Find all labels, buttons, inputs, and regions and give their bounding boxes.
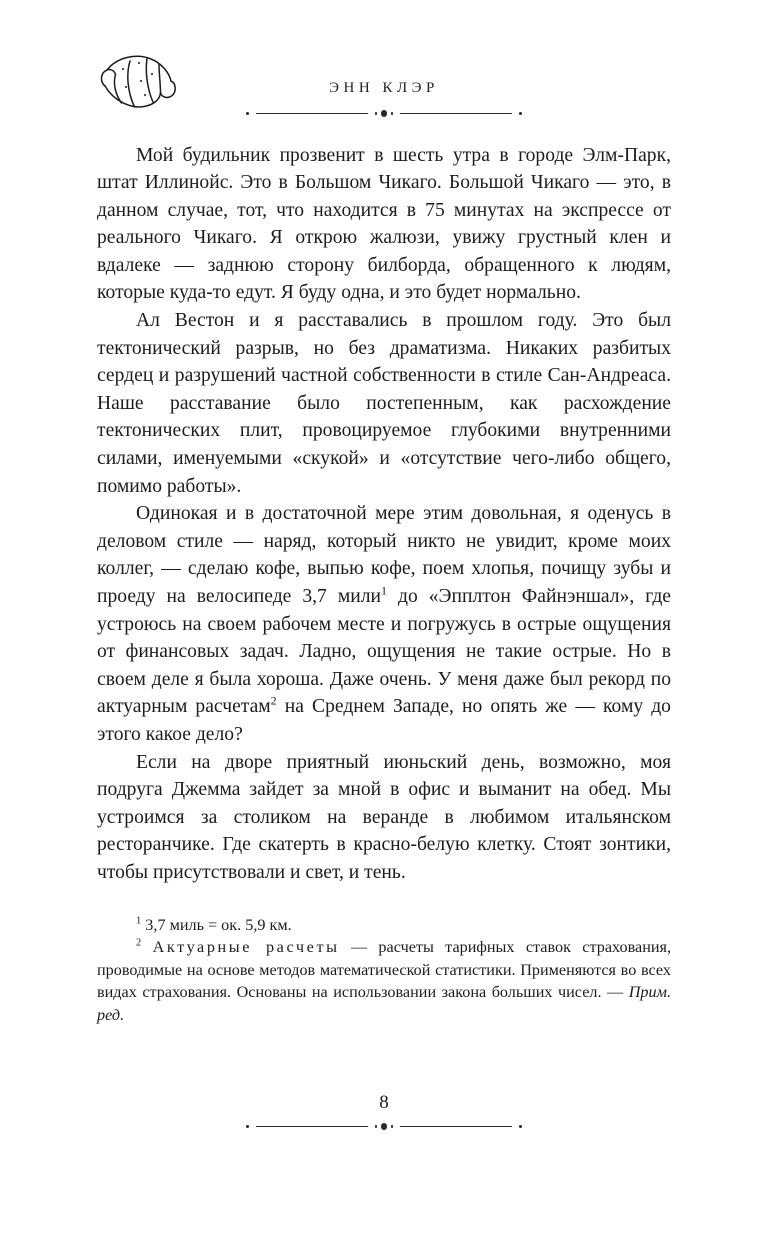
footnote-reference-2: 2 xyxy=(270,693,277,708)
divider-dot-icon xyxy=(246,112,249,115)
footnote-2-text: — расчеты тарифных ставок страхования, проводимые на основе методов математической статистики. Применяются во всех видах страхования. Основаны на использовании закона больших чисел. — xyxy=(97,938,672,1002)
divider-dot-icon xyxy=(519,112,522,115)
divider-center-ornament-icon xyxy=(375,110,394,117)
footnote-2 xyxy=(97,936,671,1026)
body-text xyxy=(97,142,671,887)
croissant-illustration-icon xyxy=(97,48,179,118)
page-number: 8 xyxy=(379,1092,389,1113)
footnote-1 xyxy=(97,914,671,937)
divider-line xyxy=(400,113,512,114)
divider-center-ornament-icon xyxy=(375,1123,394,1130)
page-header xyxy=(97,0,671,117)
paragraph-2: Ал Вестон и я расставались в прошлом году. Это был тектонический разрыв, но без драматизма. Никаких разбитых сердец и разрушений частной собственности в стиле Сан-Андреаса. Наше расставание было постепенным, как расхождение тектонических плит, провоцируемое глубокими внутренними силами, именуемыми «скукой» и «отсутствие чего-либо общего, помимо работы». xyxy=(97,310,671,497)
footnote-1-text: 3,7 миль = ок. 5,9 км. xyxy=(145,915,292,934)
footnote-1-marker: 1 xyxy=(136,915,142,927)
divider-line xyxy=(256,113,368,114)
footnote-2-marker: 2 xyxy=(136,937,142,949)
paragraph-3-text: на Среднем Западе, но опять же — кому до этого какое дело? xyxy=(97,696,671,745)
footer-divider-ornament xyxy=(0,1123,768,1130)
page-footer xyxy=(0,1092,768,1130)
running-head-author: ЭНН КЛЭР xyxy=(329,80,439,96)
paragraph-4: Если на дворе приятный июньский день, возможно, моя подруга Джемма зайдет за мной в офис и выманит на обед. Мы устроимся за столиком на веранде в любимом итальянском ресторанчике. Где скатерть в красно-белую клетку. Стоят зонтики, чтобы присутствовали и свет, и тень. xyxy=(97,751,671,883)
footnote-2-term: Актуарные расчеты xyxy=(152,938,340,957)
divider-dot-icon xyxy=(519,1125,522,1128)
divider-line xyxy=(256,1126,368,1127)
footnote-2-attribution: Прим. ред. xyxy=(97,983,671,1024)
paragraph-3 xyxy=(97,500,671,748)
paragraph-3-text: до «Эпплтон Файнэншал», где устроюсь на своем рабочем месте и погружусь в острые ощущения от финансовых задач. Ладно, ощущения не такие острые. Но в своем деле я была хороша. Даже очень. У меня даже был рекорд по актуарным расчетам xyxy=(97,586,671,718)
divider-dot-icon xyxy=(246,1125,249,1128)
header-divider-ornament xyxy=(97,110,671,117)
croissant-icon xyxy=(97,48,179,118)
footnotes-block xyxy=(97,914,671,1027)
divider-line xyxy=(400,1126,512,1127)
paragraph-3-text: Одинокая и в достаточной мере этим довольная, я оденусь в деловом стиле — наряд, который никто не увидит, кроме моих коллег, — сделаю кофе, выпью кофе, поем хлопья, почищу зубы и проеду на велосипеде 3,7 мили xyxy=(97,503,671,607)
paragraph-1: Мой будильник прозвенит в шесть утра в городе Элм-Парк, штат Иллинойс. Это в Большом Чикаго. Большой Чикаго — это, в данном случае, тот, что находится в 75 минутах на экспрессе от реального Чикаго. Я открою жалюзи, увижу грустный клен и вдалеке — заднюю сторону билборда, обращенного к людям, которые куда-то едут. Я буду одна, и это будет нормально. xyxy=(97,144,671,304)
footnote-reference-1: 1 xyxy=(380,583,387,598)
